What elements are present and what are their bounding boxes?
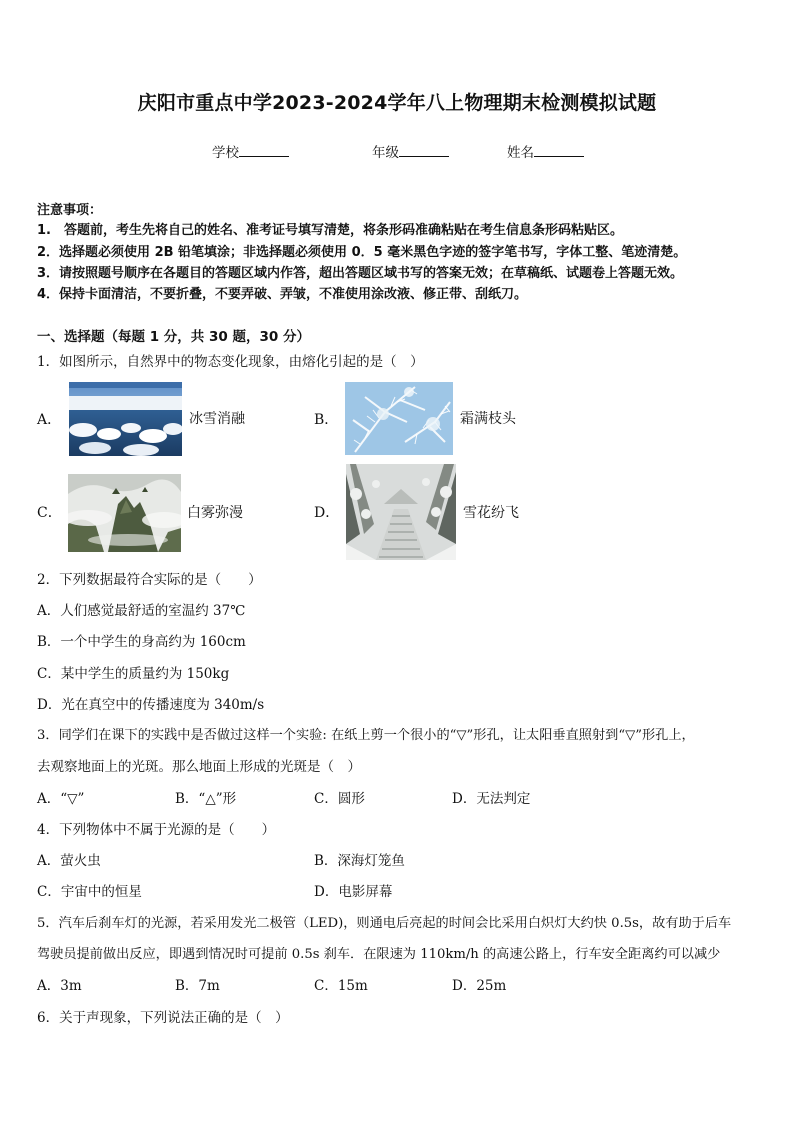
melting-ice-photo [69,382,182,456]
q4-option-c[interactable]: C．宇宙中的恒星 [37,884,142,900]
q3-option-b[interactable]: B．“△”形 [175,791,237,807]
notice-item-3: 3．请按照题号顺序在各题目的答题区域内作答，超出答题区域书写的答案无效；在草稿纸、试题卷上答题无效。 [37,266,684,281]
q1-option-a-caption: 冰雪消融 [189,411,245,427]
q4-stem: 4．下列物体中不属于光源的是（ ） [37,822,276,838]
q3-stem-line1: 3．同学们在课下的实践中是否做过这样一个实验: 在纸上剪一个很小的“▽”形孔，让太阳垂直照射到“▽”形孔上， [37,728,695,743]
q4-option-a[interactable]: A．萤火虫 [37,853,101,869]
school-blank[interactable] [239,142,289,157]
q5-option-a[interactable]: A．3m [37,978,82,994]
fog-mountain-photo [68,474,181,552]
q1-option-d-letter[interactable]: D． [314,505,340,521]
section-heading: 一、选择题（每题 1 分，共 30 题，30 分） [37,329,310,345]
name-blank[interactable] [534,142,584,157]
q2-stem: 2．下列数据最符合实际的是（ ） [37,572,262,588]
q4-option-b[interactable]: B．深海灯笼鱼 [314,853,405,869]
q3-option-d[interactable]: D．无法判定 [452,791,531,807]
melting-ice-image [69,382,182,456]
q3-option-a[interactable]: A．“▽” [37,791,85,807]
notice-heading: 注意事项： [37,203,103,218]
frost-branches-photo [345,382,453,455]
q1-option-b-caption: 霜满枝头 [460,411,516,427]
q5-option-c[interactable]: C．15m [314,978,368,994]
school-label: 学校 [212,145,239,161]
snowfall-path-photo [346,464,456,560]
name-field [507,141,584,161]
q2-option-c[interactable]: C．某中学生的质量约为 150kg [37,666,230,682]
notice-item-1: 1. 答题前，考生先将自己的姓名、准考证号填写清楚，将条形码准确粘贴在考生信息条形码粘贴区。 [37,223,623,238]
notice-item-4: 4．保持卡面清洁，不要折叠，不要弄破、弄皱，不准使用涂改液、修正带、刮纸刀。 [37,287,528,302]
q5-stem-line1: 5．汽车后刹车灯的光源，若采用发光二极管（LED)，则通电后亮起的时间会比采用白炽灯大约快 0.5s，故有助于后车 [37,916,732,931]
q5-option-d[interactable]: D．25m [452,978,507,994]
name-label: 姓名 [507,145,534,161]
snowfall-path-image [346,464,456,560]
grade-label: 年级 [372,145,399,161]
school-field [212,141,289,161]
q4-option-d[interactable]: D．电影屏幕 [314,884,393,900]
grade-field [372,141,449,161]
q1-stem: 1．如图所示，自然界中的物态变化现象，由熔化引起的是（ ） [37,354,424,370]
q1-option-a-letter[interactable]: A． [37,412,62,428]
q5-stem-line2: 驾驶员提前做出反应，即遇到情况时可提前 0.5s 刹车．在限速为 110km/h 的高速公路上，行车安全距离约可以减少 [37,947,721,962]
q2-option-b[interactable]: B．一个中学生的身高约为 160cm [37,634,246,650]
grade-blank[interactable] [399,142,449,157]
q1-option-b-letter[interactable]: B． [314,412,339,428]
q1-option-d-caption: 雪花纷飞 [463,505,519,521]
notice-item-2: 2．选择题必须使用 2B 铅笔填涂；非选择题必须使用 0．5 毫米黑色字迹的签字笔书写，字体工整、笔迹清楚。 [37,245,687,260]
q1-option-c-caption: 白雾弥漫 [187,505,243,521]
q3-stem-line2: 去观察地面上的光斑。那么地面上形成的光斑是（ ） [37,759,361,775]
frost-branches-image [345,382,453,455]
page-title: 庆阳市重点中学2023-2024学年八上物理期末检测模拟试题 [137,92,657,114]
q5-option-b[interactable]: B．7m [175,978,220,994]
q3-option-c[interactable]: C．圆形 [314,791,365,807]
q2-option-a[interactable]: A．人们感觉最舒适的室温约 37℃ [37,603,246,619]
q2-option-d[interactable]: D．光在真空中的传播速度为 340m/s [37,697,265,713]
q6-stem: 6．关于声现象，下列说法正确的是（ ） [37,1010,289,1026]
q1-option-c-letter[interactable]: C． [37,505,62,521]
fog-mountain-image [68,474,181,552]
